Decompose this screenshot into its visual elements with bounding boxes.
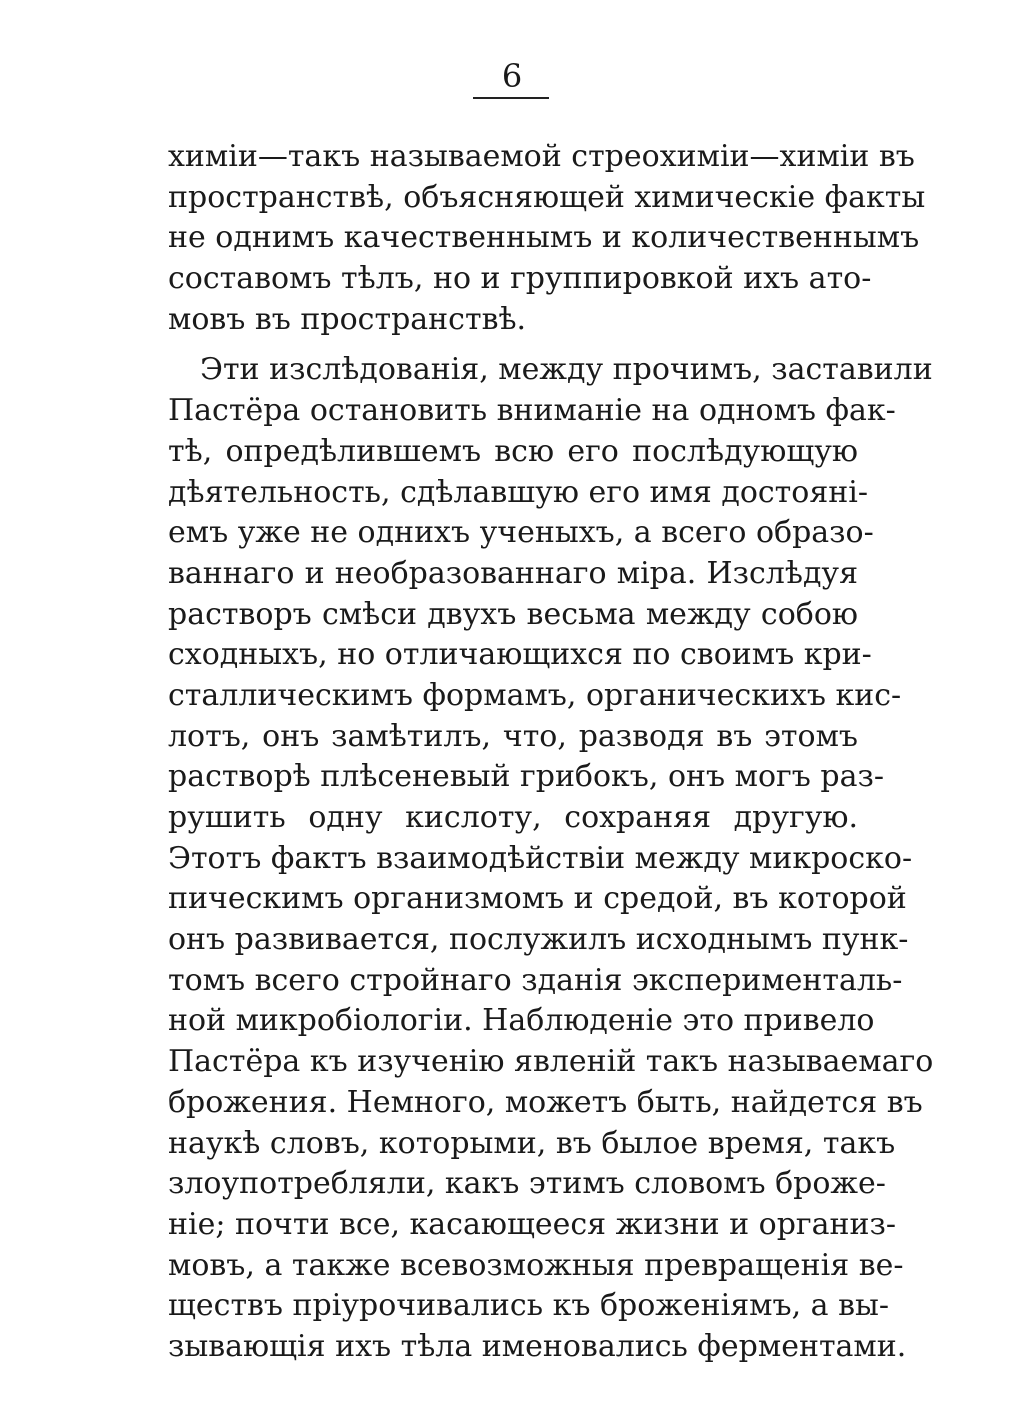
text-line: растворъ смѣси двухъ весьма между собою [168,596,858,632]
text-line: растворѣ плѣсеневый грибокъ, онъ могъ раз- [168,759,884,795]
text-line: онъ развивается, послужилъ исходнымъ пунк- [168,922,909,958]
text-line: Этотъ фактъ взаимодѣйствіи между микроско- [168,840,913,876]
text-line: сталлическимъ формамъ, органическихъ кис- [168,677,902,713]
header-rule [473,97,549,99]
text-line: мовъ, а также всевозможныя превращенія ве- [168,1247,904,1283]
text-line: пическимъ организмомъ и средой, въ которой [168,881,907,917]
paragraph [168,350,934,1367]
body-text [168,137,934,1368]
text-line: ніе; почти все, касающееся жизни и организ- [168,1206,896,1242]
text-line: рушить одну кислоту, сохраняя другую. [168,800,858,835]
text-line: ваннаго и необразованнаго міра. Изслѣдуя [168,555,858,591]
page-number: 6 [501,57,523,95]
text-line: Эти изслѣдованія, между прочимъ, заставили [200,352,933,388]
text-line: химіи—такъ называемой стреохиміи—химіи въ [168,139,915,174]
text-line: злоупотребляли, какъ этимъ словомъ броже- [168,1166,886,1202]
text-line: Пастёра остановить вниманіе на одномъ фак- [168,393,896,429]
text-line: емъ уже не однихъ ученыхъ, а всего образо- [168,515,874,551]
paragraph [168,137,926,340]
text-line: сходныхъ, но отличающихся по своимъ кри- [168,637,872,673]
text-line: пространствѣ, объясняющей химическіе факты [168,179,926,215]
paragraph-gap [168,340,858,350]
text-line: мовъ въ пространствѣ. [168,301,527,337]
text-line: тѣ, опредѣлившемъ всю его послѣдующую [168,433,858,469]
text-line: ной микробіологіи. Наблюденіе это привело [168,1003,875,1039]
text-line: наукѣ словъ, которыми, въ былое время, такъ [168,1125,896,1161]
text-line: томъ всего стройнаго зданія эксперименталь- [168,962,903,998]
text-line: ществъ пріурочивались къ броженіямъ, а вы- [168,1288,889,1324]
text-line: Пастёра къ изученію явленій такъ называемаго [168,1044,934,1080]
text-line: зывающія ихъ тѣла именовались ферментами. [168,1328,907,1364]
text-line: дѣятельность, сдѣлавшую его имя достояні- [168,474,868,510]
text-line: брожения. Немного, можетъ быть, найдется въ [168,1084,923,1120]
text-line: не однимъ качественнымъ и количественнымъ [168,220,920,256]
text-line: составомъ тѣлъ, но и группировкой ихъ ато- [168,261,872,297]
text-line: лотъ, онъ замѣтилъ, что, разводя въ этомъ [168,718,858,754]
